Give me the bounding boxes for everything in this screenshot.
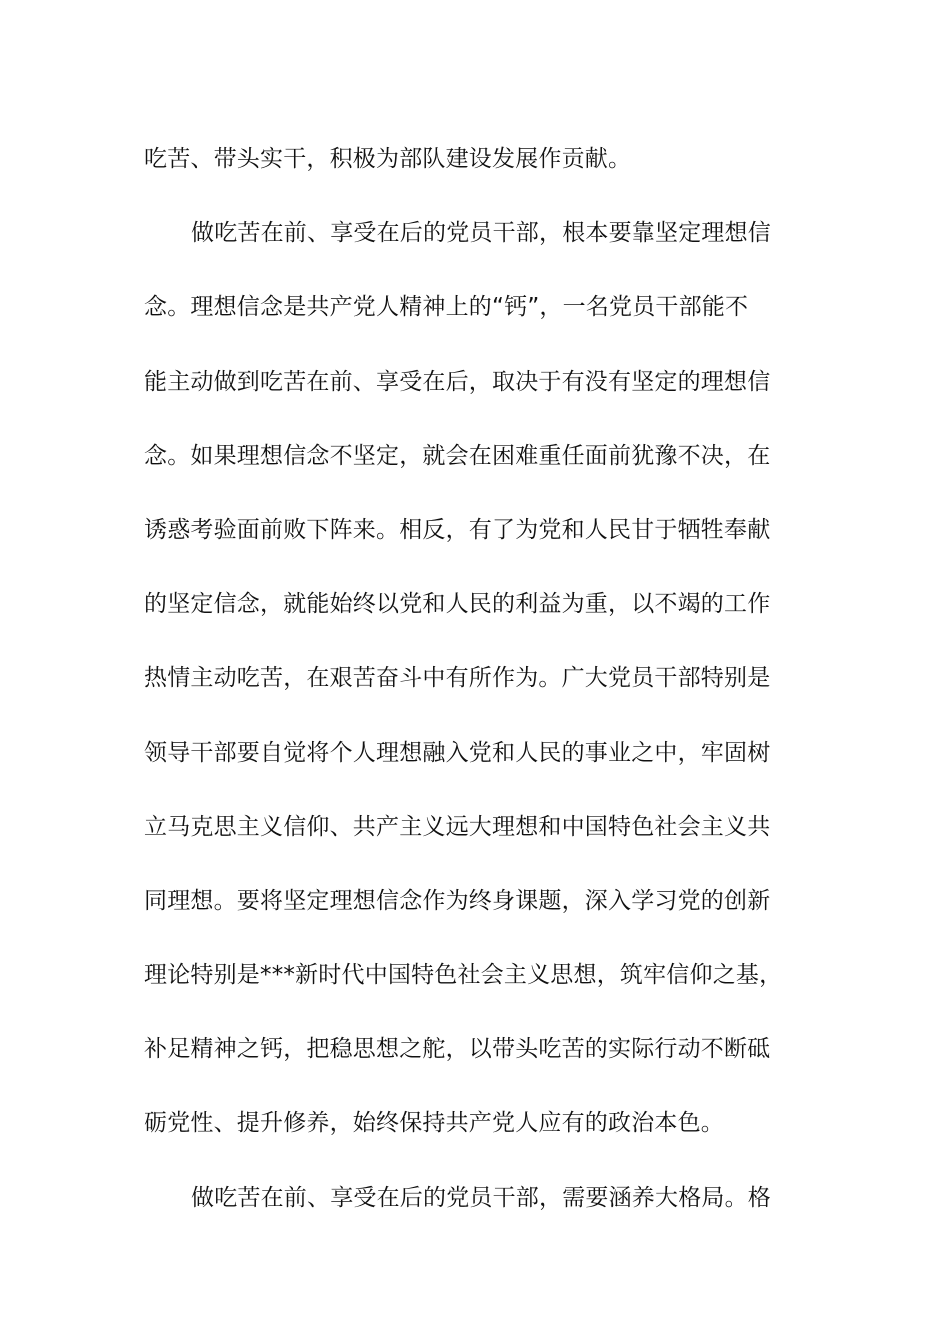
text-line: 念。理想信念是共产党人精神上的“钙”，一名党员干部能不 [144,294,749,321]
text-line: 理论特别是***新时代中国特色社会主义思想，筑牢信仰之基， [144,962,783,989]
paragraph-start-line: 做吃苦在前、享受在后的党员干部，需要涵养大格局。格 [191,1184,771,1211]
text-line: 热情主动吃苦，在艰苦奋斗中有所作为。广大党员干部特别是 [144,665,771,692]
text-line: 立马克思主义信仰、共产主义远大理想和中国特色社会主义共 [144,813,771,840]
paragraph-start-line: 做吃苦在前、享受在后的党员干部，根本要靠坚定理想信 [191,220,771,247]
text-line: 同理想。要将坚定理想信念作为终身课题，深入学习党的创新 [144,887,771,914]
text-line: 的坚定信念，就能始终以党和人民的利益为重，以不竭的工作 [144,591,771,618]
text-line: 领导干部要自觉将个人理想融入党和人民的事业之中，牢固树 [144,739,771,766]
text-line: 补足精神之钙，把稳思想之舵，以带头吃苦的实际行动不断砥 [144,1036,771,1063]
body-text [144,122,809,1235]
text-line: 念。如果理想信念不坚定，就会在困难重任面前犹豫不决，在 [144,442,771,469]
text-line: 吃苦、带头实干，积极为部队建设发展作贡献。 [144,146,632,172]
text-line: 诱惑考验面前败下阵来。相反，有了为党和人民甘于牺牲奉献 [144,516,771,543]
text-line: 砺党性、提升修养，始终保持共产党人应有的政治本色。 [144,1110,724,1137]
text-line: 能主动做到吃苦在前、享受在后，取决于有没有坚定的理想信 [144,368,771,395]
